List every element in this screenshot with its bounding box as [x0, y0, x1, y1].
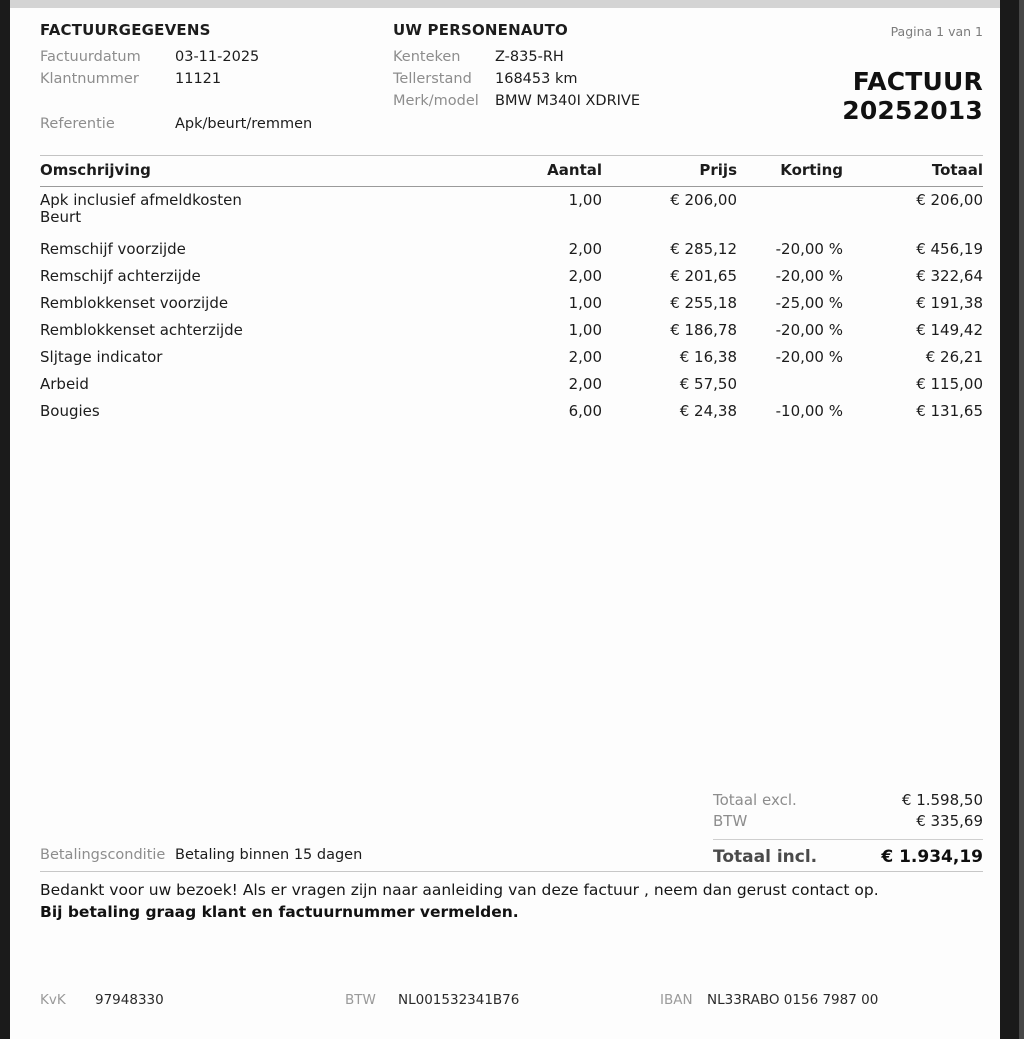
- item-price: € 255,18: [670, 294, 737, 312]
- item-total: € 26,21: [925, 348, 983, 366]
- payment-condition-value: Betaling binnen 15 dagen: [175, 847, 363, 863]
- license-plate-value: Z-835-RH: [495, 49, 564, 65]
- item-discount: -25,00 %: [775, 294, 843, 312]
- item-quantity: 2,00: [568, 375, 602, 393]
- item-quantity: 1,00: [568, 294, 602, 312]
- item-discount: -20,00 %: [775, 321, 843, 339]
- invoice-number-title: FACTUUR 20252013: [842, 67, 983, 125]
- total-excl-row: [713, 790, 983, 811]
- table-row: [40, 187, 983, 236]
- customer-number-label: Klantnummer: [40, 71, 139, 87]
- item-quantity: 2,00: [568, 348, 602, 366]
- item-description: Remblokkenset voorzijde: [40, 294, 229, 312]
- item-discount: [737, 187, 843, 197]
- item-price: € 24,38: [679, 402, 737, 420]
- item-price: € 57,50: [679, 375, 737, 393]
- col-header-total: Totaal: [931, 161, 983, 179]
- make-model-label: Merk/model: [393, 93, 479, 109]
- item-total: € 191,38: [916, 294, 983, 312]
- odometer-value: 168453 km: [495, 71, 578, 87]
- item-total: € 322,64: [916, 267, 983, 285]
- odometer-label: Tellerstand: [393, 71, 472, 87]
- item-price: € 201,65: [670, 267, 737, 285]
- btw-number-label: BTW: [345, 992, 376, 1008]
- item-description: Remschijf voorzijde: [40, 240, 186, 258]
- btw-value: € 335,69: [916, 812, 983, 830]
- invoice-date-label: Factuurdatum: [40, 49, 141, 65]
- col-header-quantity: Aantal: [547, 161, 602, 179]
- payment-condition-label: Betalingsconditie: [40, 847, 166, 863]
- totals-and-payment: [40, 790, 983, 869]
- item-price: € 206,00: [670, 191, 737, 209]
- item-discount: -20,00 %: [775, 240, 843, 258]
- payment-condition-row: [40, 845, 362, 869]
- invoice-date-value: 03-11-2025: [175, 49, 260, 65]
- item-discount: [737, 371, 843, 381]
- reference-label: Referentie: [40, 116, 115, 132]
- item-discount: -10,00 %: [775, 402, 843, 420]
- btw-row: [713, 811, 983, 832]
- item-quantity: 1,00: [568, 191, 602, 209]
- total-incl-value: € 1.934,19: [881, 847, 983, 867]
- table-row: [40, 263, 983, 290]
- line-items-table: [40, 155, 983, 425]
- make-model-value: BMW M340I XDRIVE: [495, 93, 641, 109]
- table-row: [40, 317, 983, 344]
- item-quantity: 1,00: [568, 321, 602, 339]
- item-total: € 149,42: [916, 321, 983, 339]
- table-row: [40, 398, 983, 425]
- item-total: € 115,00: [916, 375, 983, 393]
- item-description: Remschijf achterzijde: [40, 267, 201, 285]
- iban-group: [660, 992, 983, 1008]
- item-price: € 16,38: [679, 348, 737, 366]
- kvk-label: KvK: [40, 992, 66, 1008]
- item-price: € 285,12: [670, 240, 737, 258]
- make-model-row: [393, 90, 723, 112]
- item-quantity: 2,00: [568, 267, 602, 285]
- item-description: Remblokkenset achterzijde: [40, 321, 243, 339]
- table-row: [40, 290, 983, 317]
- photo-edge-top: [10, 0, 1000, 8]
- payment-reference-note: Bij betaling graag klant en factuurnummer vermelden.: [40, 903, 519, 921]
- col-header-description: Omschrijving: [40, 161, 151, 179]
- kvk-value: 97948330: [95, 992, 164, 1008]
- item-total: € 206,00: [916, 191, 983, 209]
- thank-you-note: Bedankt voor uw bezoek! Als er vragen zijn naar aanleiding van deze factuur , neem dan gerust contact op.: [40, 881, 879, 899]
- table-row: [40, 371, 983, 398]
- item-price: € 186,78: [670, 321, 737, 339]
- invoice-title-section: [723, 21, 983, 135]
- item-total: € 131,65: [916, 402, 983, 420]
- photo-edge-highlight: [1019, 0, 1024, 1039]
- invoice-details-title: FACTUURGEGEVENS: [40, 21, 211, 39]
- iban-value: NL33RABO 0156 7987 00: [707, 992, 879, 1008]
- item-description-line2: Beurt: [40, 208, 82, 226]
- iban-label: IBAN: [660, 992, 693, 1008]
- item-total: € 456,19: [916, 240, 983, 258]
- table-header-row: [40, 155, 983, 187]
- customer-number-value: 11121: [175, 71, 222, 87]
- company-footer: [40, 992, 983, 1008]
- col-header-price: Prijs: [699, 161, 737, 179]
- license-plate-row: [393, 46, 723, 68]
- invoice-header: [40, 21, 983, 135]
- item-discount: -20,00 %: [775, 267, 843, 285]
- invoice-details-section: [40, 21, 393, 135]
- btw-number-group: [345, 992, 660, 1008]
- vehicle-title: UW PERSONENAUTO: [393, 21, 568, 39]
- item-quantity: 6,00: [568, 402, 602, 420]
- btw-label: BTW: [713, 812, 748, 830]
- totals-block: [713, 790, 983, 869]
- item-description-line1: Apk inclusief afmeldkosten: [40, 191, 242, 209]
- page-indicator: Pagina 1 van 1: [890, 24, 983, 39]
- item-description: Sljtage indicator: [40, 348, 163, 366]
- table-row: [40, 344, 983, 371]
- total-incl-label: Totaal incl.: [713, 847, 818, 867]
- reference-row: [40, 113, 393, 135]
- total-excl-value: € 1.598,50: [901, 791, 983, 809]
- invoice-document: [10, 8, 1000, 1039]
- totals-divider: [713, 839, 983, 840]
- col-header-discount: Korting: [780, 161, 843, 179]
- item-quantity: 2,00: [568, 240, 602, 258]
- bottom-divider: [40, 871, 983, 872]
- total-excl-label: Totaal excl.: [713, 791, 797, 809]
- kvk-group: [40, 992, 345, 1008]
- odometer-row: [393, 68, 723, 90]
- customer-number-row: [40, 68, 393, 90]
- reference-value: Apk/beurt/remmen: [175, 116, 313, 132]
- invoice-date-row: [40, 46, 393, 68]
- invoice-footer-block: [40, 790, 983, 923]
- license-plate-label: Kenteken: [393, 49, 461, 65]
- table-row: [40, 236, 983, 263]
- item-discount: -20,00 %: [775, 348, 843, 366]
- btw-number-value: NL001532341B76: [398, 992, 520, 1008]
- vehicle-section: [393, 21, 723, 135]
- item-description: Bougies: [40, 402, 100, 420]
- total-incl-row: [713, 845, 983, 869]
- item-description: [40, 187, 490, 236]
- item-description: Arbeid: [40, 375, 89, 393]
